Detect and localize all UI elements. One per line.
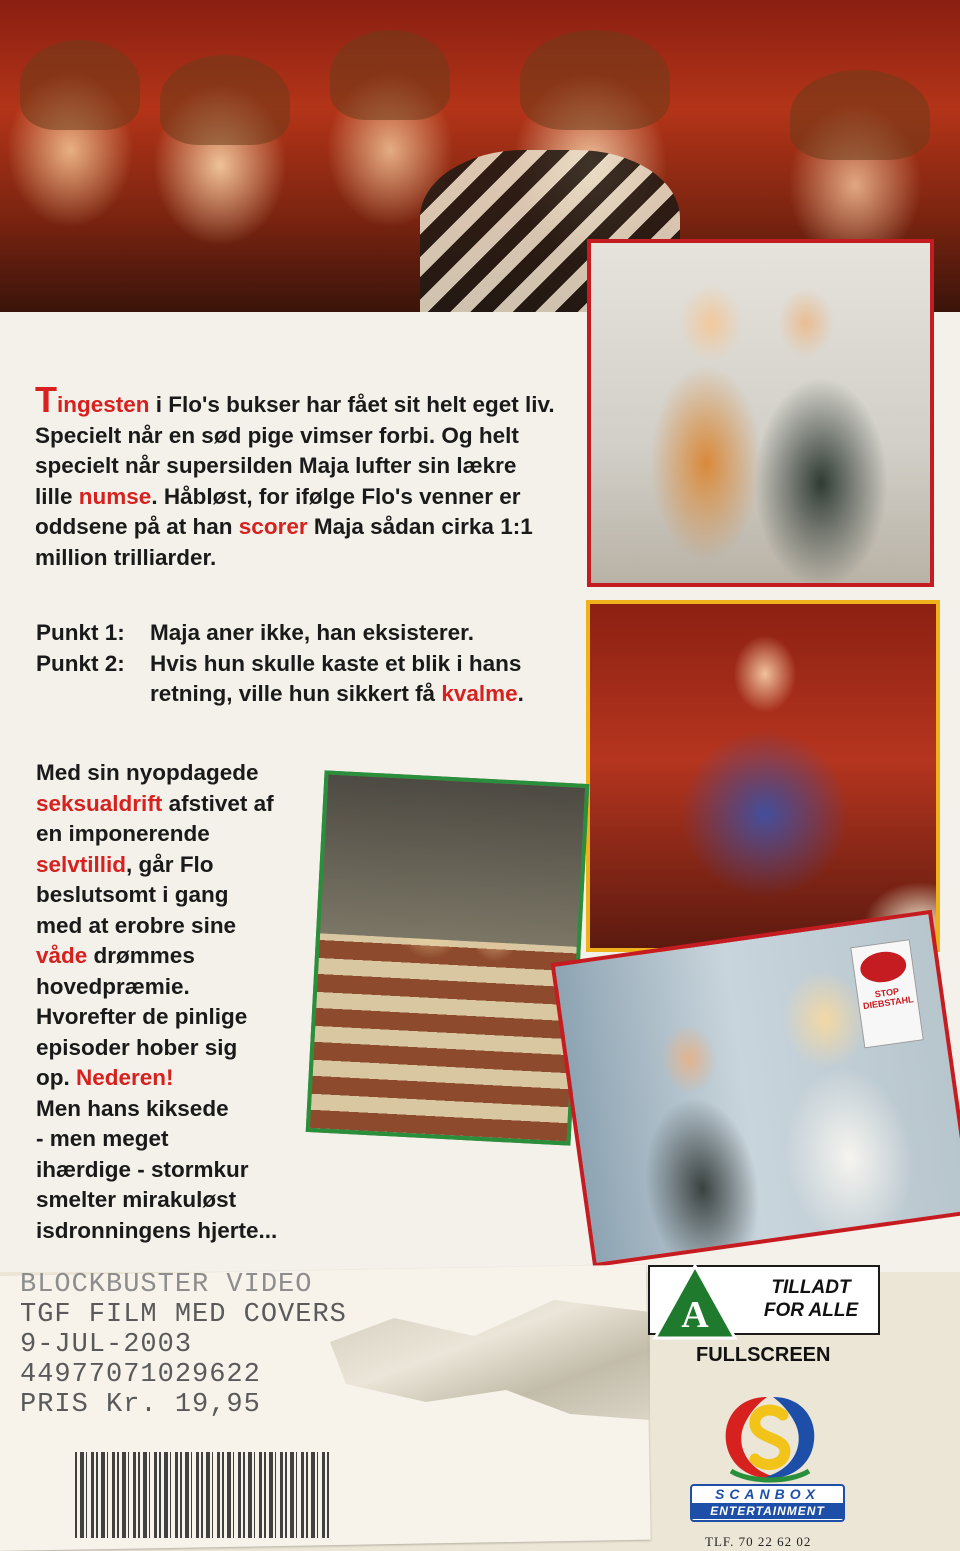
photo-classroom-scene — [306, 770, 590, 1145]
store-name: BLOCKBUSTER VIDEO — [20, 1270, 313, 1300]
point-item: Punkt 1: Maja aner ikke, han eksisterer. — [36, 620, 474, 645]
scanbox-logo-icon — [705, 1385, 835, 1485]
scanbox-wordmark: SCANBOX ENTERTAINMENT — [690, 1484, 845, 1522]
rental-sticker-text — [20, 1270, 347, 1420]
photo-kitchen-scene — [587, 239, 934, 587]
barcode — [75, 1452, 330, 1538]
point-item: Punkt 2: Hvis hun skulle kaste et blik i hans retning, ville hun sikkert få kvalme. — [36, 650, 524, 706]
format-label: FULLSCREEN — [696, 1344, 831, 1366]
rating-label: TILLADT FOR ALLE — [763, 1277, 859, 1321]
sticker-code: 44977071029622 — [20, 1360, 261, 1390]
highlight-word: numse — [78, 483, 152, 509]
points-list — [36, 618, 566, 710]
rating-triangle-icon — [652, 1263, 738, 1341]
highlight-word: scorer — [238, 514, 308, 539]
sticker-category: TGF FILM MED COVERS — [20, 1300, 347, 1330]
sticker-date: 9-JUL-2003 — [20, 1330, 193, 1360]
rating-letter: A — [681, 1294, 709, 1336]
photo-nurse-scene — [551, 910, 960, 1268]
sticker-price: PRIS Kr. 19,95 — [20, 1390, 261, 1420]
photo-red-curtain-scene — [586, 600, 940, 952]
synopsis-text: Tingesten i Flo's bukser har fået sit helt eget liv. Specielt når en sød pige vimser forbi. Og helt specielt når supersilden Maja lufter sin lækre lille numse. Håbløst, for ifølge Flo's venner er oddsene på at han scorer Maja sådan cirka 1:1 million trilliarder. — [35, 379, 555, 570]
phone-number: TLF. 70 22 62 02 — [705, 1534, 812, 1549]
drop-cap: T — [35, 379, 57, 420]
story-text: Med sin nyopdagede seksualdrift afstivet af en imponerende selvtillid, går Flo beslutsomt i gang med at erobre sine våde drømmes hovedpræmie. Hvorefter de pinlige episoder hober sig op. Nederen! Men hans kiksede - men meget ihærdige - stormkur smelter mirakuløst isdronningens hjerte... — [36, 760, 278, 1243]
stop-sign-icon: STOP DIEBSTAHL — [850, 939, 924, 1048]
